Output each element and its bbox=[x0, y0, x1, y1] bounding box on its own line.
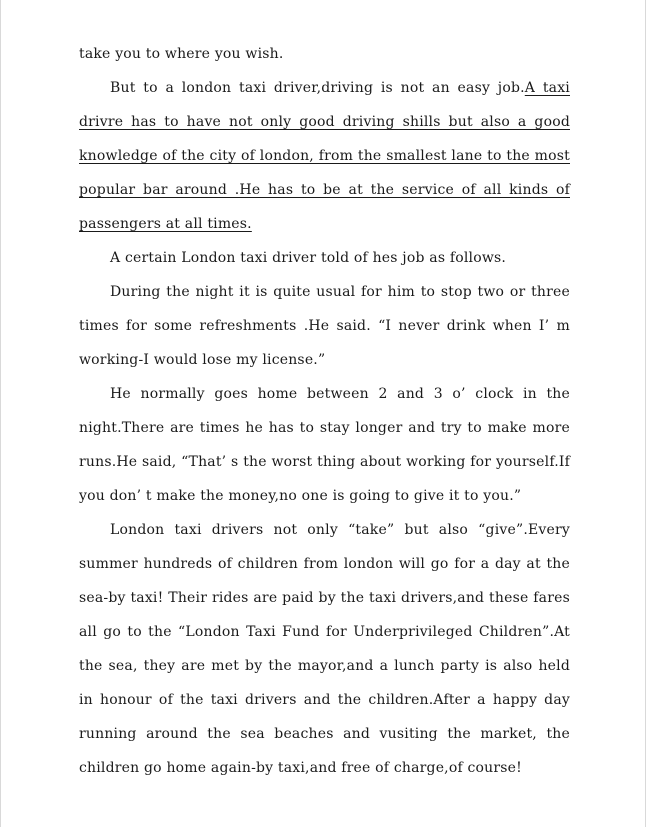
paragraph-text: During the night it is quite usual for him to stop two or three times for some refreshments .He said. “I never drink when I’ m working-I would lose my license.” bbox=[79, 284, 570, 368]
paragraph-text: London taxi drivers not only “take” but also “give”.Every summer hundreds of children from london will go for a day at the sea-by taxi! Their rides are paid by the taxi drivers,and these fares all go to the “London Taxi Fund for Underprivileged Children”.At the sea, they are met by the mayor,and a lunch party is also held in honour of the taxi drivers and the children.After a happy day running around the sea beaches and vusiting the market, the children go home again-by taxi,and free of charge,of course! bbox=[79, 522, 570, 776]
paragraph-text: take you to where you wish. bbox=[79, 46, 284, 62]
document-body bbox=[79, 37, 570, 785]
paragraph bbox=[79, 241, 570, 275]
paragraph-text: He normally goes home between 2 and 3 o’ clock in the night.There are times he has to stay longer and try to make more runs.He said, “That’ s the worst thing about working for yourself.If you don’ t make the money,no one is going to give it to you.” bbox=[79, 386, 570, 504]
paragraph bbox=[79, 37, 570, 71]
paragraph bbox=[79, 377, 570, 513]
paragraph bbox=[79, 71, 570, 241]
paragraph-text: A certain London taxi driver told of hes job as follows. bbox=[110, 250, 507, 266]
paragraph bbox=[79, 275, 570, 377]
paragraph-text: But to a london taxi driver,driving is not an easy job. bbox=[110, 80, 525, 96]
paragraph bbox=[79, 513, 570, 785]
underlined-text: A taxi drivre has to have not only good driving shills but also a good knowledge of the city of london, from the smallest lane to the most popular bar around .He has to be at the service of all kinds of passengers at all times. bbox=[79, 80, 570, 232]
